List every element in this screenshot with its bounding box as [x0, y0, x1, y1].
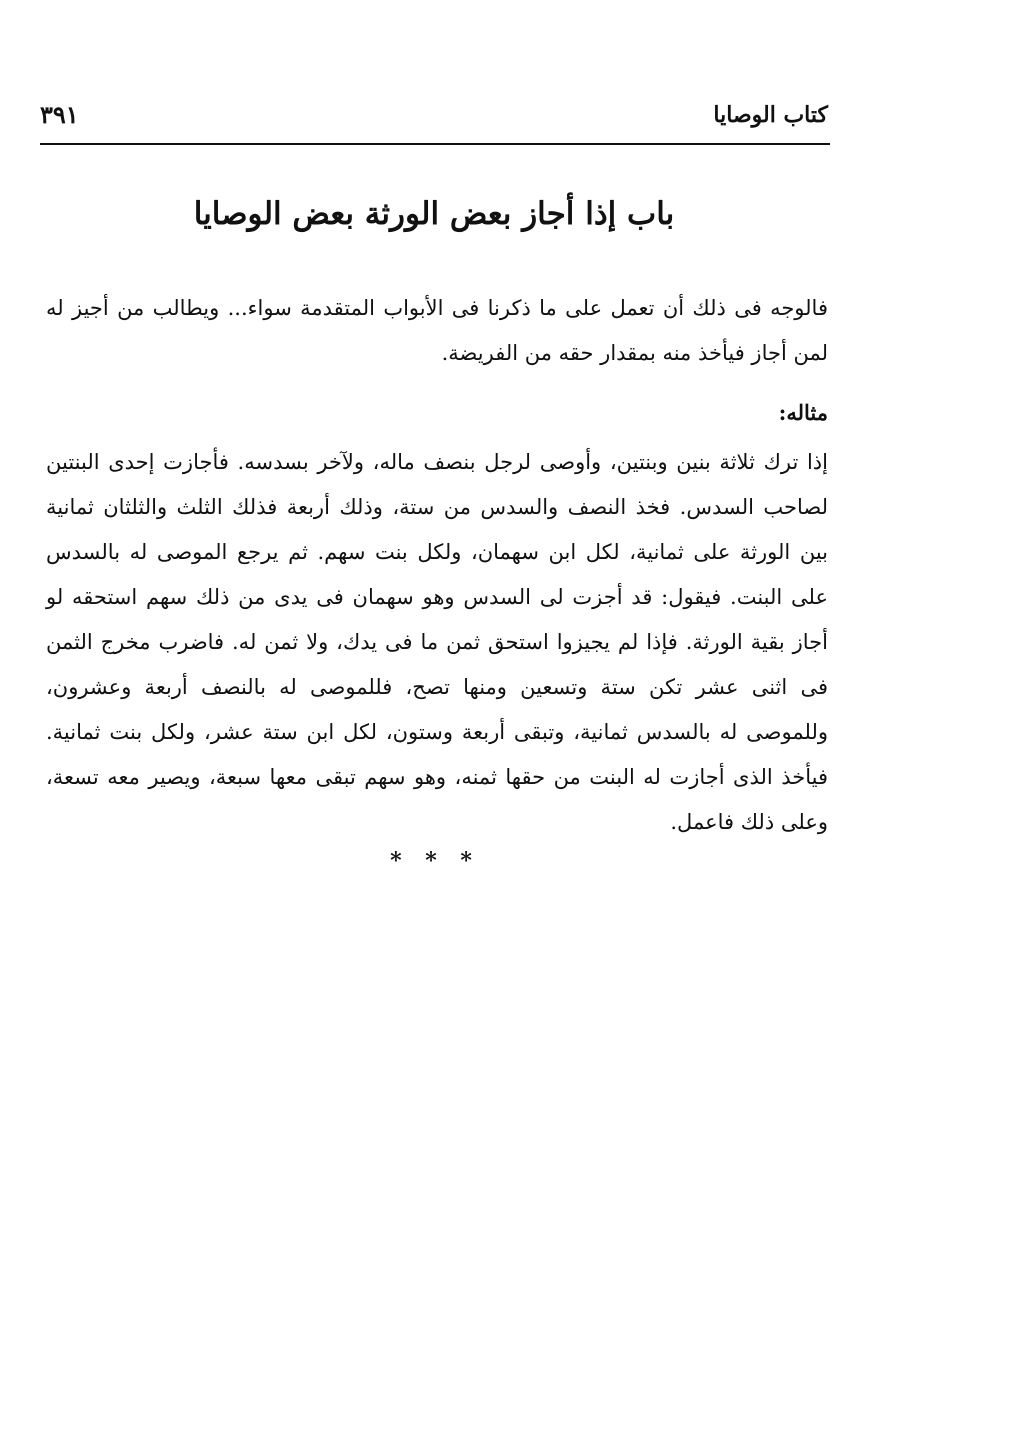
paragraph-intro: فالوجه فى ذلك أن تعمل على ما ذكرنا فى الأبواب المتقدمة سواء... ويطالب من أجيز له لمن أجاز فيأخذ منه بمقدار حقه من الفريضة. [46, 296, 828, 365]
running-header-title: كتاب الوصايا [713, 102, 828, 128]
paragraph-example: إذا ترك ثلاثة بنين وبنتين، وأوصى لرجل بنصف ماله، ولآخر بسدسه. فأجازت إحدى البنتين لصاحب السدس. فخذ النصف والسدس من ستة، وذلك أربعة فذلك الثلث والثلثان ثمانية بين الورثة على ثمانية، لكل ابن سهمان، ولكل بنت سهم. ثم يرجع الموصى له بالسدس على البنت. فيقول: قد أجزت لى السدس وهو سهمان فى يدى من ذلك سهم استحقه لو أجاز بقية الورثة. فإذا لم يجيزوا استحق ثمن ما فى يدك، ولا ثمن له. فاضرب مخرج الثمن فى اثنى عشر تكن ستة وتسعين ومنها تصح، فللموصى له بالنصف أربعة وعشرون، وللموصى له بالسدس ثمانية، وتبقى أربعة وستون، لكل ابن ستة عشر، ولكل بنت ثمانية. فيأخذ الذى أجازت له البنت من حقها ثمنه، وهو سهم تبقى معها سبعة، ويصير معه تسعة، وعلى ذلك فاعمل. [46, 450, 828, 834]
header-divider [40, 143, 830, 145]
page-number: ٣٩١ [40, 100, 79, 129]
section-end-ornament: * * * [390, 848, 480, 874]
chapter-title: باب إذا أجاز بعض الورثة بعض الوصايا [193, 196, 675, 232]
running-header [40, 98, 828, 140]
example-label: مثاله: [778, 400, 828, 425]
